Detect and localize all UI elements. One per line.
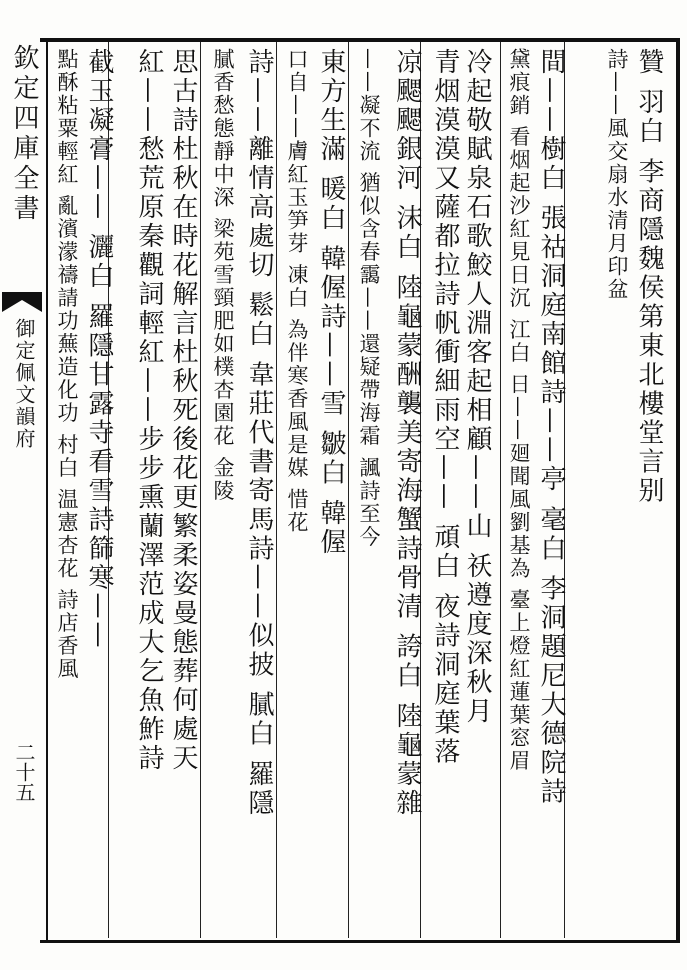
text-column-7: 凉颸颸銀河 沫白 陸龜蒙酬襲美寄海蟹詩骨清 誇白 陸龜蒙雜 xyxy=(392,48,422,819)
margin-subtitle: 御定佩文韻府 xyxy=(12,318,36,450)
text-column-12: 膩香愁態靜中深 梁苑雪頸肥如樸杏園花 金陵 xyxy=(211,48,235,503)
text-column-13: 思古詩杜秋在時花解言杜秋死後花更繁柔姿曼態葬何處天 xyxy=(168,48,198,773)
column-rule xyxy=(276,42,277,938)
text-column-1: 贊 羽白 李商隱魏侯第東北樓堂言别 xyxy=(634,48,664,506)
text-column-9: 東方生滿 暖白 韓偓詩——雪 皺白 韓偓 xyxy=(316,48,346,558)
text-column-3: 間——樹白 張祜洞庭南館詩——亭 毫白 李洞題尼大德院詩 xyxy=(536,48,566,807)
text-column-6: 青烟漠漠又薩都拉詩帆衝細雨空—— 頑白 夜詩洞庭葉落 xyxy=(430,48,460,767)
text-column-11: 詩——離情高處切 鬆白 韋莊代書寄馬詩——似披 膩白 羅隱 xyxy=(244,48,274,819)
text-column-14: 紅——愁荒原秦觀詞輕紅——步步熏蘭澤范成大乞魚鮓詩 xyxy=(134,48,164,773)
column-rule xyxy=(348,42,349,938)
margin-title: 欽定四庫全書 xyxy=(9,44,39,224)
text-column-8: ——凝不流 猶似含春靄——還疑帶海霜 諷詩至今 xyxy=(357,48,381,549)
text-column-15: 截玉凝膏—— 灑白 羅隱甘露寺看雪詩篩寒—— xyxy=(84,48,114,651)
text-column-16: 點酥粘粟輕紅 亂濱濛禱請功蕪造化功 村白 温憲杏花 詩店香風 xyxy=(55,48,79,681)
column-rule xyxy=(200,42,201,938)
text-column-5: 冷起敬賦泉石歌鮫人淵客起相顧——山 祅遵度深秋月 xyxy=(462,48,492,727)
text-column-10: 口自——膚紅玉笋芽 凍白 為伴寒香風是媒 惜花 xyxy=(285,48,309,535)
column-rule xyxy=(500,42,501,938)
text-column-4: 黛痕銷 看烟起沙紅見日沉 江白 日——廻聞風劉基為 臺上燈紅蓮葉窓眉 xyxy=(507,48,531,773)
text-column-2: 詩——風交扇水清月印盆 xyxy=(605,48,629,301)
page-number: 二十五 xyxy=(12,742,36,802)
